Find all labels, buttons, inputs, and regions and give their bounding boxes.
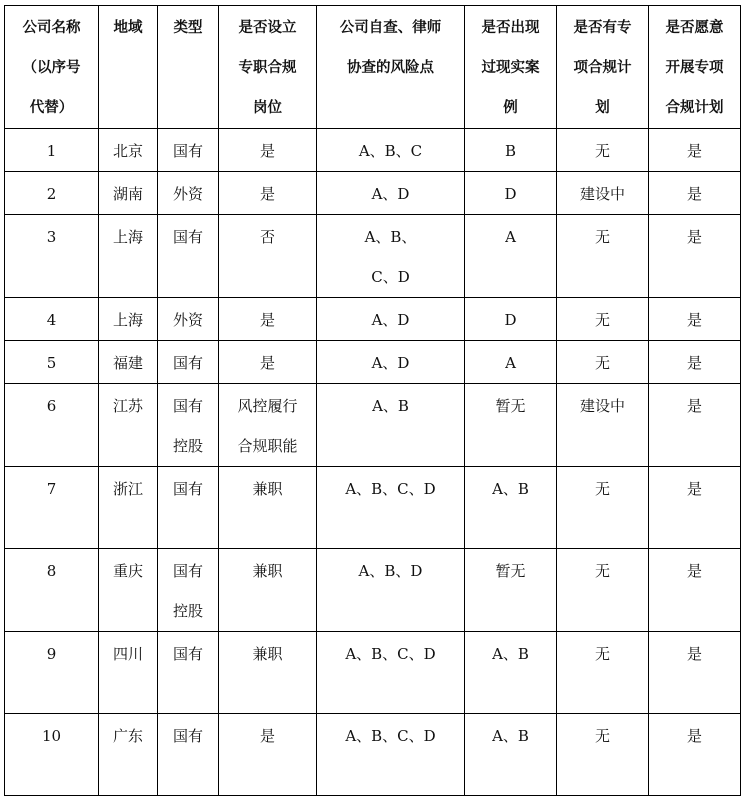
cell-value: 国有 <box>172 645 203 663</box>
cell-value: A <box>505 228 516 246</box>
cell-value: 上海 <box>112 311 143 329</box>
cell-willing-plan <box>649 632 741 714</box>
cell-risk-points <box>317 467 465 549</box>
cell-special-plan <box>557 298 649 341</box>
cell-value: A、B、C、D <box>345 727 436 745</box>
cell-value: 兼职 <box>252 562 283 580</box>
cell-risk-points <box>317 549 465 632</box>
table-row <box>5 341 741 384</box>
cell-value: 6 <box>46 397 57 415</box>
cell-compliance-post <box>219 632 317 714</box>
cell-type <box>158 384 219 467</box>
cell-willing-plan <box>649 129 741 172</box>
cell-risk-points <box>317 714 465 796</box>
cell-value: 国有 <box>172 142 203 160</box>
cell-value: 7 <box>46 480 57 498</box>
header-label: 是否出现 过现实案 例 <box>481 20 540 116</box>
cell-risk-points <box>317 341 465 384</box>
cell-real-cases <box>465 215 557 298</box>
cell-company-id <box>5 215 99 298</box>
cell-value: 是 <box>686 645 702 663</box>
cell-company-id <box>5 172 99 215</box>
cell-value: 国有 <box>172 727 203 745</box>
cell-value: 国有 <box>172 354 203 372</box>
cell-value: 四川 <box>112 645 143 663</box>
cell-compliance-post <box>219 298 317 341</box>
cell-value: 江苏 <box>112 397 143 415</box>
cell-value: A、B <box>492 480 529 498</box>
cell-value: 10 <box>41 727 62 745</box>
header-label: 是否有专 项合规计 划 <box>573 20 632 116</box>
header-row <box>5 6 741 129</box>
cell-value: A、D <box>371 311 410 329</box>
cell-region <box>99 384 158 467</box>
cell-value: A、B <box>492 645 529 663</box>
header-label: 公司名称 （以序号 代替） <box>22 20 81 116</box>
cell-value: A、B <box>372 397 409 415</box>
cell-value: 兼职 <box>252 480 283 498</box>
cell-value: A、B、C <box>358 142 423 160</box>
cell-value: 暂无 <box>495 562 526 580</box>
cell-region <box>99 467 158 549</box>
cell-value: 风控履行 合规职能 <box>237 397 298 455</box>
cell-real-cases <box>465 714 557 796</box>
cell-risk-points <box>317 129 465 172</box>
cell-company-id <box>5 714 99 796</box>
cell-type <box>158 632 219 714</box>
cell-value: 浙江 <box>112 480 143 498</box>
cell-value: 福建 <box>112 354 143 372</box>
cell-value: A、D <box>371 354 410 372</box>
cell-real-cases <box>465 632 557 714</box>
cell-real-cases <box>465 467 557 549</box>
cell-value: 是 <box>259 354 275 372</box>
table-row <box>5 215 741 298</box>
cell-company-id <box>5 129 99 172</box>
cell-special-plan <box>557 384 649 467</box>
cell-value: D <box>504 311 517 329</box>
cell-company-id <box>5 632 99 714</box>
cell-value: 无 <box>594 562 610 580</box>
cell-compliance-post <box>219 467 317 549</box>
header-compliance-post <box>219 6 317 129</box>
cell-real-cases <box>465 384 557 467</box>
cell-value: A <box>505 354 516 372</box>
cell-type <box>158 714 219 796</box>
cell-risk-points <box>317 384 465 467</box>
cell-value: 5 <box>46 354 57 372</box>
header-type <box>158 6 219 129</box>
cell-value: 无 <box>594 228 610 246</box>
cell-type <box>158 467 219 549</box>
compliance-survey-table <box>4 5 741 796</box>
cell-value: 国有 控股 <box>172 397 203 455</box>
cell-region <box>99 172 158 215</box>
cell-value: 国有 控股 <box>172 562 203 620</box>
cell-company-id <box>5 549 99 632</box>
cell-type <box>158 549 219 632</box>
cell-region <box>99 298 158 341</box>
cell-compliance-post <box>219 215 317 298</box>
cell-type <box>158 129 219 172</box>
cell-value: 无 <box>594 480 610 498</box>
cell-special-plan <box>557 467 649 549</box>
header-label: 地域 <box>113 20 143 36</box>
cell-special-plan <box>557 129 649 172</box>
header-label: 是否愿意 开展专项 合规计划 <box>665 20 724 116</box>
header-label: 是否设立 专职合规 岗位 <box>238 20 297 116</box>
cell-company-id <box>5 384 99 467</box>
table-row <box>5 172 741 215</box>
cell-value: 是 <box>686 562 702 580</box>
cell-value: 2 <box>46 185 57 203</box>
table-row <box>5 714 741 796</box>
table-row <box>5 632 741 714</box>
cell-value: 1 <box>46 142 57 160</box>
cell-special-plan <box>557 714 649 796</box>
cell-special-plan <box>557 632 649 714</box>
cell-value: 建设中 <box>579 185 625 203</box>
cell-value: 无 <box>594 142 610 160</box>
cell-value: A、B、C、D <box>345 480 436 498</box>
cell-region <box>99 632 158 714</box>
cell-value: 广东 <box>112 727 143 745</box>
table-row <box>5 298 741 341</box>
cell-special-plan <box>557 215 649 298</box>
cell-value: 是 <box>259 185 275 203</box>
cell-willing-plan <box>649 172 741 215</box>
cell-compliance-post <box>219 341 317 384</box>
cell-value: 外资 <box>172 185 203 203</box>
cell-value: 4 <box>46 311 57 329</box>
cell-value: 是 <box>686 397 702 415</box>
cell-real-cases <box>465 341 557 384</box>
cell-value: A、B、 C、D <box>364 228 417 286</box>
cell-risk-points <box>317 632 465 714</box>
cell-region <box>99 129 158 172</box>
header-company-id <box>5 6 99 129</box>
cell-value: 无 <box>594 354 610 372</box>
cell-company-id <box>5 341 99 384</box>
header-special-plan <box>557 6 649 129</box>
cell-compliance-post <box>219 172 317 215</box>
cell-value: 暂无 <box>495 397 526 415</box>
cell-value: 8 <box>46 562 57 580</box>
cell-compliance-post <box>219 384 317 467</box>
cell-type <box>158 215 219 298</box>
cell-special-plan <box>557 341 649 384</box>
cell-value: 是 <box>686 142 702 160</box>
table-row <box>5 549 741 632</box>
cell-region <box>99 341 158 384</box>
cell-value: 9 <box>46 645 57 663</box>
cell-value: 建设中 <box>579 397 625 415</box>
cell-value: 是 <box>259 727 275 745</box>
cell-value: 外资 <box>172 311 203 329</box>
cell-risk-points <box>317 172 465 215</box>
table-row <box>5 384 741 467</box>
cell-value: 上海 <box>112 228 143 246</box>
cell-value: A、B <box>492 727 529 745</box>
cell-company-id <box>5 467 99 549</box>
cell-company-id <box>5 298 99 341</box>
header-willing-plan <box>649 6 741 129</box>
cell-real-cases <box>465 172 557 215</box>
cell-special-plan <box>557 172 649 215</box>
cell-value: 3 <box>46 228 57 246</box>
cell-value: B <box>504 142 517 160</box>
cell-value: 无 <box>594 311 610 329</box>
cell-value: A、B、C、D <box>345 645 436 663</box>
table-row <box>5 467 741 549</box>
cell-value: 否 <box>259 228 275 246</box>
header-region <box>99 6 158 129</box>
cell-willing-plan <box>649 298 741 341</box>
cell-willing-plan <box>649 549 741 632</box>
cell-willing-plan <box>649 467 741 549</box>
cell-type <box>158 172 219 215</box>
cell-value: 北京 <box>112 142 143 160</box>
cell-value: A、B、D <box>358 562 423 580</box>
cell-value: 无 <box>594 645 610 663</box>
cell-region <box>99 215 158 298</box>
header-label: 类型 <box>173 20 203 36</box>
table-row <box>5 129 741 172</box>
cell-compliance-post <box>219 714 317 796</box>
cell-special-plan <box>557 549 649 632</box>
cell-type <box>158 298 219 341</box>
cell-value: 是 <box>686 727 702 745</box>
cell-value: 是 <box>259 142 275 160</box>
cell-willing-plan <box>649 215 741 298</box>
header-real-cases <box>465 6 557 129</box>
cell-value: 无 <box>594 727 610 745</box>
cell-risk-points <box>317 215 465 298</box>
cell-willing-plan <box>649 714 741 796</box>
header-risk-points <box>317 6 465 129</box>
cell-value: 是 <box>686 185 702 203</box>
cell-risk-points <box>317 298 465 341</box>
cell-value: 重庆 <box>112 562 143 580</box>
cell-real-cases <box>465 549 557 632</box>
cell-value: 湖南 <box>112 185 143 203</box>
cell-value: 是 <box>686 480 702 498</box>
cell-compliance-post <box>219 129 317 172</box>
cell-value: 兼职 <box>252 645 283 663</box>
cell-value: 是 <box>686 311 702 329</box>
header-label: 公司自查、律师 协查的风险点 <box>339 20 442 76</box>
cell-value: D <box>504 185 517 203</box>
cell-region <box>99 714 158 796</box>
cell-value: 国有 <box>172 480 203 498</box>
cell-value: A、D <box>371 185 410 203</box>
cell-value: 是 <box>686 228 702 246</box>
cell-value: 是 <box>259 311 275 329</box>
cell-willing-plan <box>649 384 741 467</box>
cell-value: 国有 <box>172 228 203 246</box>
cell-region <box>99 549 158 632</box>
cell-compliance-post <box>219 549 317 632</box>
cell-type <box>158 341 219 384</box>
cell-willing-plan <box>649 341 741 384</box>
cell-value: 是 <box>686 354 702 372</box>
cell-real-cases <box>465 298 557 341</box>
cell-real-cases <box>465 129 557 172</box>
